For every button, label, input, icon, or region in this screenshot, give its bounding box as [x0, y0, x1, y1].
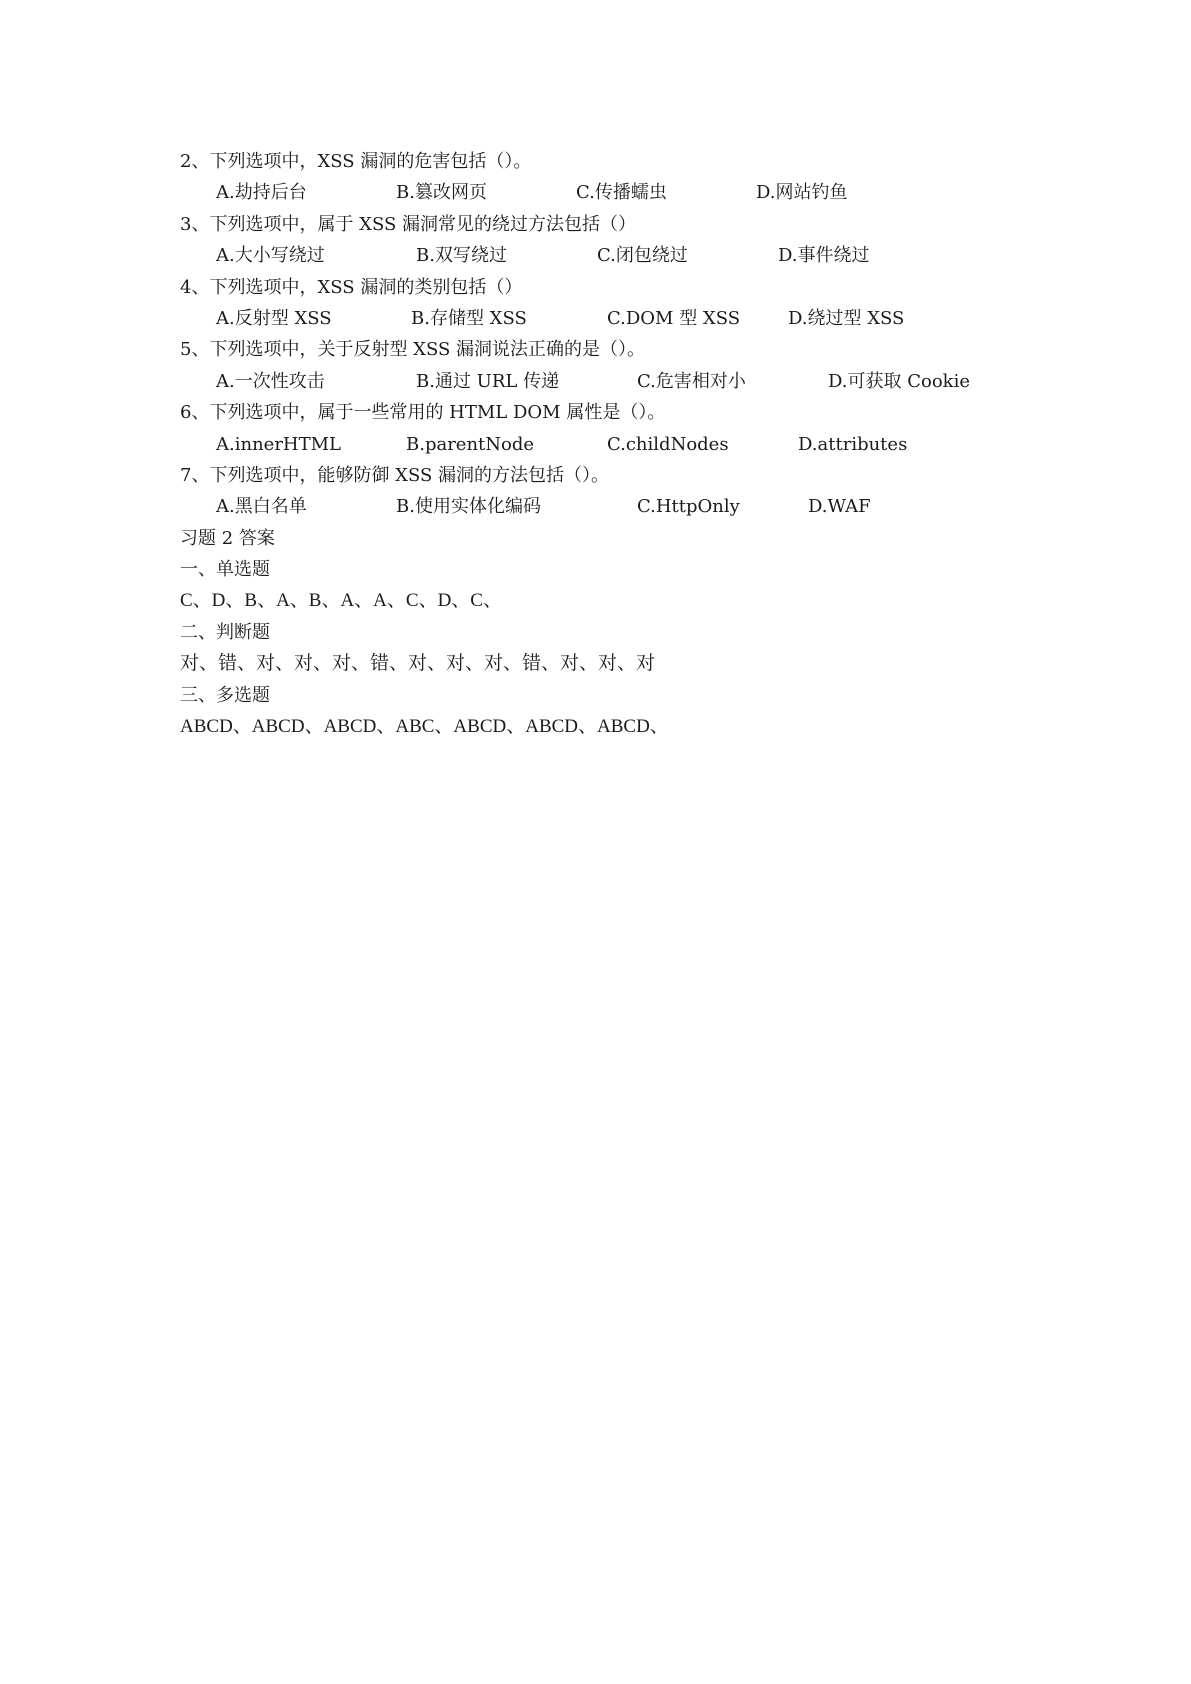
option-b: B.parentNode: [406, 433, 535, 455]
option-a: A.一次性攻击: [216, 370, 325, 392]
option-c: C.传播蠕虫: [576, 182, 667, 204]
question-options: [180, 177, 1040, 208]
option-a: A.反射型 XSS: [216, 307, 332, 329]
option-d: D.网站钓鱼: [756, 182, 848, 204]
question-options: [180, 366, 1040, 397]
option-a: A.innerHTML: [216, 433, 342, 455]
document-content: [180, 146, 1040, 742]
option-c: C.HttpOnly: [637, 496, 740, 518]
option-c: C.危害相对小: [637, 370, 746, 392]
question-stem: 6、下列选项中，属于一些常用的 HTML DOM 属性是（）。: [180, 402, 666, 424]
option-d: D.可获取 Cookie: [828, 370, 970, 392]
option-d: D.attributes: [798, 433, 908, 455]
section-answers: C、D、B、A、B、A、A、C、D、C、: [180, 590, 502, 612]
section-answers: 对、错、对、对、对、错、对、对、对、错、对、对、对: [180, 653, 656, 675]
option-c: C.DOM 型 XSS: [607, 307, 741, 329]
question-options: [180, 491, 1040, 522]
option-a: A.劫持后台: [216, 182, 307, 204]
question-stem: 4、下列选项中，XSS 漏洞的类别包括（）: [180, 276, 523, 298]
answers-title: 习题 2 答案: [180, 527, 275, 549]
question-stem: 7、下列选项中，能够防御 XSS 漏洞的方法包括（）。: [180, 464, 610, 486]
option-b: B.篡改网页: [396, 182, 487, 204]
question-options: [180, 240, 1040, 271]
option-d: D.绕过型 XSS: [788, 307, 905, 329]
option-b: B.使用实体化编码: [396, 496, 541, 518]
option-c: C.childNodes: [607, 433, 729, 455]
question-options: [180, 303, 1040, 334]
section-heading: 二、判断题: [180, 621, 270, 643]
option-b: B.双写绕过: [416, 245, 507, 267]
section-answers: ABCD、ABCD、ABCD、ABC、ABCD、ABCD、ABCD、: [180, 716, 669, 738]
question-stem: 2、下列选项中，XSS 漏洞的危害包括（）。: [180, 151, 532, 172]
section-heading: 三、多选题: [180, 684, 270, 706]
option-d: D.事件绕过: [778, 245, 870, 267]
option-d: D.WAF: [808, 496, 871, 518]
section-heading: 一、单选题: [180, 559, 270, 581]
question-stem: 3、下列选项中，属于 XSS 漏洞常见的绕过方法包括（）: [180, 213, 637, 235]
option-a: A.黑白名单: [216, 496, 307, 518]
option-b: B.通过 URL 传递: [416, 370, 560, 392]
option-b: B.存储型 XSS: [411, 307, 527, 329]
question-options: [180, 429, 1040, 460]
option-c: C.闭包绕过: [597, 245, 688, 267]
option-a: A.大小写绕过: [216, 245, 325, 267]
question-stem: 5、下列选项中，关于反射型 XSS 漏洞说法正确的是（）。: [180, 339, 646, 361]
